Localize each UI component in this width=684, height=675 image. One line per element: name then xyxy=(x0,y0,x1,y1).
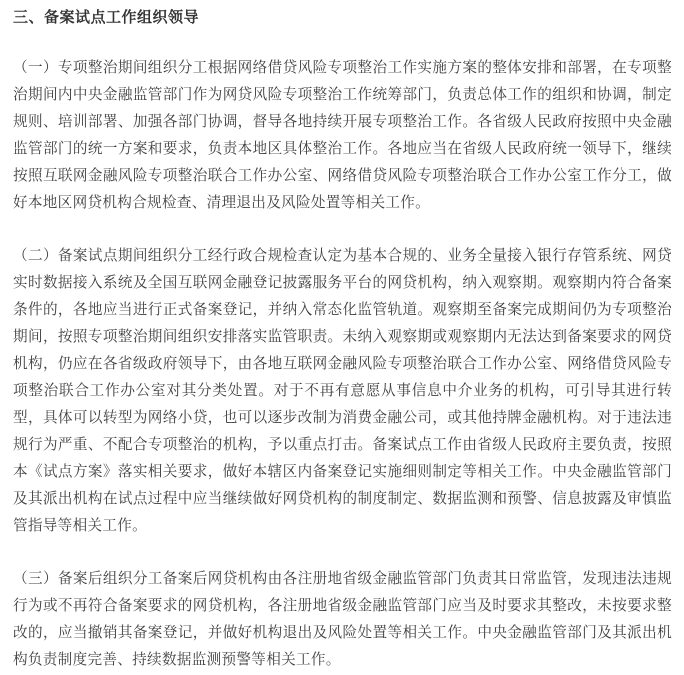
paragraph-during-filing-pilot: （二）备案试点期间组织分工经行政合规检查认定为基本合规的、业务全量接入银行存管系统、网贷实时数据接入系统及全国互联网金融登记披露服务平台的网贷机构，纳入观察期。观察期内符合备案条件的，各地应当进行正式备案登记，并纳入常态化监管轨道。观察期至备案完成期间仍为专项整治期间，按照专项整治期间组织安排落实监管职责。未纳入观察期或观察期内无法达到备案要求的网贷机构，仍应在各省级政府领导下，由各地互联网金融风险专项整治联合工作办公室、网络借贷风险专项整治联合工作办公室对其分类处置。对于不再有意愿从事信息中介业务的机构，可引导其进行转型，具体可以转型为网络小贷，也可以逐步改制为消费金融公司，或其他持牌金融机构。对于违法违规行为严重、不配合专项整治的机构，予以重点打击。备案试点工作由省级人民政府主要负责，按照本《试点方案》落实相关要求，做好本辖区内备案登记实施细则制定等相关工作。中央金融监管部门及其派出机构在试点过程中应当继续做好网贷机构的制度制定、数据监测和预警、信息披露及审慎监管指导等相关工作。 xyxy=(13,247,672,534)
paragraph-during-special-rectification: （一）专项整治期间组织分工根据网络借贷风险专项整治工作实施方案的整体安排和部署，在专项整治期间内中央金融监管部门作为网贷风险专项整治工作统筹部门，负责总体工作的组织和协调，制定规则、培训部署、加强各部门协调，督导各地持续开展专项整治工作。各省级人民政府按照中央金融监管部门的统一方案和要求，负责本地区具体整治工作。各地应当在省级人民政府统一领导下，继续按照互联网金融风险专项整治联合工作办公室、网络借贷风险专项整治联合工作办公室工作分工，做好本地区网贷机构合规检查、清理退出及风险处置等相关工作。 xyxy=(13,59,672,211)
section-heading: 三、备案试点工作组织领导 xyxy=(13,8,200,26)
paragraph-after-filing: （三）备案后组织分工备案后网贷机构由各注册地省级金融监管部门负责其日常监管，发现违法违规行为或不再符合备案要求的网贷机构，各注册地省级金融监管部门应当及时要求其整改，未按要求整改的，应当撤销其备案登记，并做好机构退出及风险处置等相关工作。中央金融监管部门及其派出机构负责制度完善、持续数据监测预警等相关工作。 xyxy=(13,570,672,669)
